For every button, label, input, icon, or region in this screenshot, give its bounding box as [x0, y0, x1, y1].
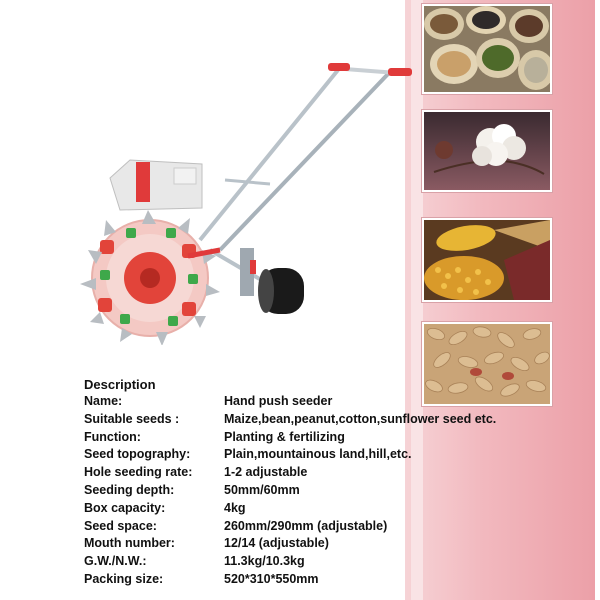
spec-value: 520*310*550mm	[224, 571, 319, 586]
spec-row-seed-topography	[84, 446, 600, 464]
spec-label: Function:	[84, 429, 141, 444]
cotton-boll-photo	[422, 110, 552, 192]
description-heading: Description	[84, 377, 156, 392]
spec-value: Plain,mountainous land,hill,etc.	[224, 447, 412, 462]
spec-row-mouth-number	[84, 535, 600, 553]
hand-push-seeder-image	[70, 60, 415, 345]
spec-row-seed-space	[84, 518, 600, 536]
spec-value: Maize,bean,peanut,cotton,sunflower seed etc.	[224, 411, 497, 426]
spec-label: Seed topography:	[84, 447, 191, 462]
spec-row-function	[84, 429, 600, 447]
spec-value: 1-2 adjustable	[224, 465, 308, 480]
spec-sheet	[84, 376, 600, 589]
spec-label: Mouth number:	[84, 536, 175, 551]
spec-row-box-capacity	[84, 500, 600, 518]
spec-row-seeding-depth	[84, 482, 600, 500]
spec-value: 12/14 (adjustable)	[224, 536, 329, 551]
spec-row-hole-seeding-rate	[84, 464, 600, 482]
spec-label: Name:	[84, 394, 123, 408]
spec-label: Seeding depth:	[84, 482, 175, 497]
spec-label: Seed space:	[84, 518, 157, 533]
spec-value: 11.3kg/10.3kg	[224, 554, 305, 569]
corn-photo	[422, 218, 552, 302]
spec-label: Packing size:	[84, 571, 164, 586]
spec-value: Hand push seeder	[224, 394, 333, 408]
spec-label: Suitable seeds :	[84, 411, 180, 426]
spec-label: Box capacity:	[84, 500, 166, 515]
spec-row-suitable-seeds	[84, 411, 600, 429]
seed-sacks-photo	[422, 4, 552, 94]
spec-row-weight	[84, 553, 600, 571]
spec-value: 50mm/60mm	[224, 482, 300, 497]
spec-row-name	[84, 393, 600, 411]
spec-value: Planting & fertilizing	[224, 429, 345, 444]
spec-label: G.W./N.W.:	[84, 554, 147, 569]
spec-label: Hole seeding rate:	[84, 465, 193, 480]
spec-value: 260mm/290mm (adjustable)	[224, 518, 388, 533]
spec-value: 4kg	[224, 500, 246, 515]
spec-row-packing-size	[84, 571, 600, 589]
